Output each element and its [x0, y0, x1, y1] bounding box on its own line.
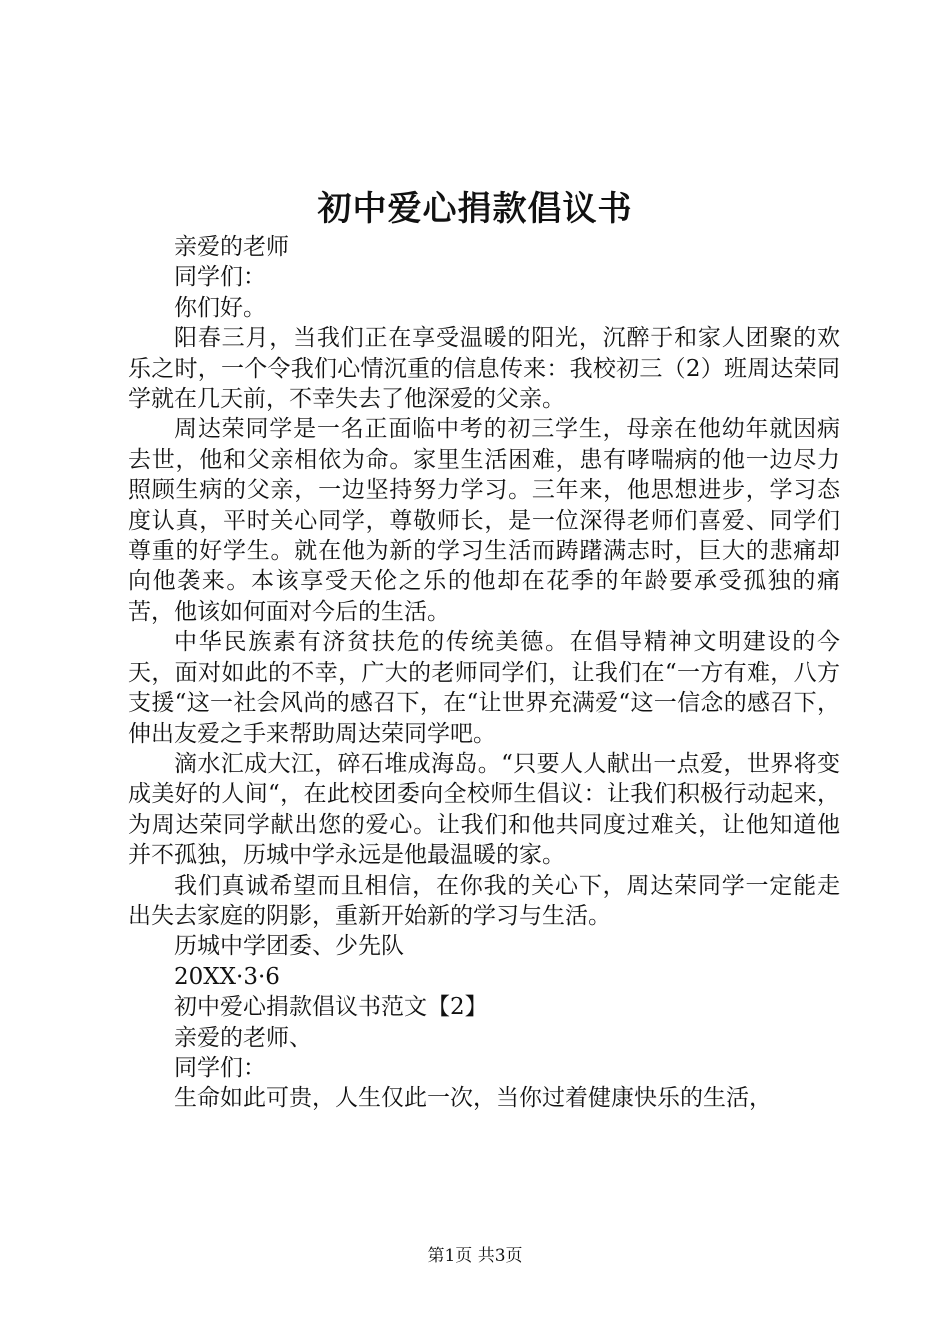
paragraph-intro: 阳春三月，当我们正在享受温暖的阳光，沉醉于和家人团聚的欢乐之时，一个令我们心情沉重的信息传来：我校初三（2）班周达荣同学就在几天前，不幸失去了他深爱的父亲。	[128, 325, 840, 413]
page-footer: 第1页 共3页	[427, 1246, 523, 1266]
section-2-paragraph-1: 生命如此可贵，人生仅此一次，当你过着健康快乐的生活，	[174, 1085, 772, 1112]
salutation-students: 同学们：	[174, 264, 266, 291]
document-body	[128, 232, 840, 1114]
salutation-teachers: 亲爱的老师	[174, 234, 289, 260]
signature-organization: 历城中学团委、少先队	[174, 933, 404, 960]
section-title-2: 初中爱心捐款倡议书范文【2】	[174, 994, 488, 1021]
section-2-salutation-teachers: 亲爱的老师、	[174, 1024, 312, 1051]
paragraph-student-story: 周达荣同学是一名正面临中考的初三学生，母亲在他幼年就因病去世，他和父亲相依为命。家里生活困难，患有哮喘病的他一边尽力照顾生病的父亲，一边坚持努力学习。三年来，他思想进步，学习态度认真，平时关心同学，尊敬师长，是一位深得老师们喜爱、同学们尊重的好学生。就在他为新的学习生活而踌躇满志时，巨大的悲痛却向他袭来。本该享受天伦之乐的他却在花季的年龄要承受孤独的痛苦，他该如何面对今后的生活。	[128, 416, 840, 625]
signature-date: 20XX·3·6	[174, 963, 280, 990]
paragraph-tradition: 中华民族素有济贫扶危的传统美德。在倡导精神文明建设的今天，面对如此的不幸，广大的老师同学们，让我们在“一方有难，八方支援“这一社会风尚的感召下，在“让世界充满爱“这一信念的感召下，伸出友爱之手来帮助周达荣同学吧。	[128, 629, 840, 747]
greeting: 你们好。	[174, 294, 266, 321]
section-2-salutation-students: 同学们：	[174, 1054, 266, 1081]
paragraph-call-to-action: 滴水汇成大江，碎石堆成海岛。“只要人人献出一点爱，世界将变成美好的人间“，在此校团委向全校师生倡议：让我们积极行动起来，为周达荣同学献出您的爱心。让我们和他共同度过难关，让他知道他并不孤独，历城中学永远是他最温暖的家。	[128, 750, 840, 869]
paragraph-hope: 我们真诚希望而且相信，在你我的关心下，周达荣同学一定能走出失去家庭的阴影，重新开始新的学习与生活。	[128, 872, 840, 929]
document-title: 初中爱心捐款倡议书	[317, 189, 633, 229]
